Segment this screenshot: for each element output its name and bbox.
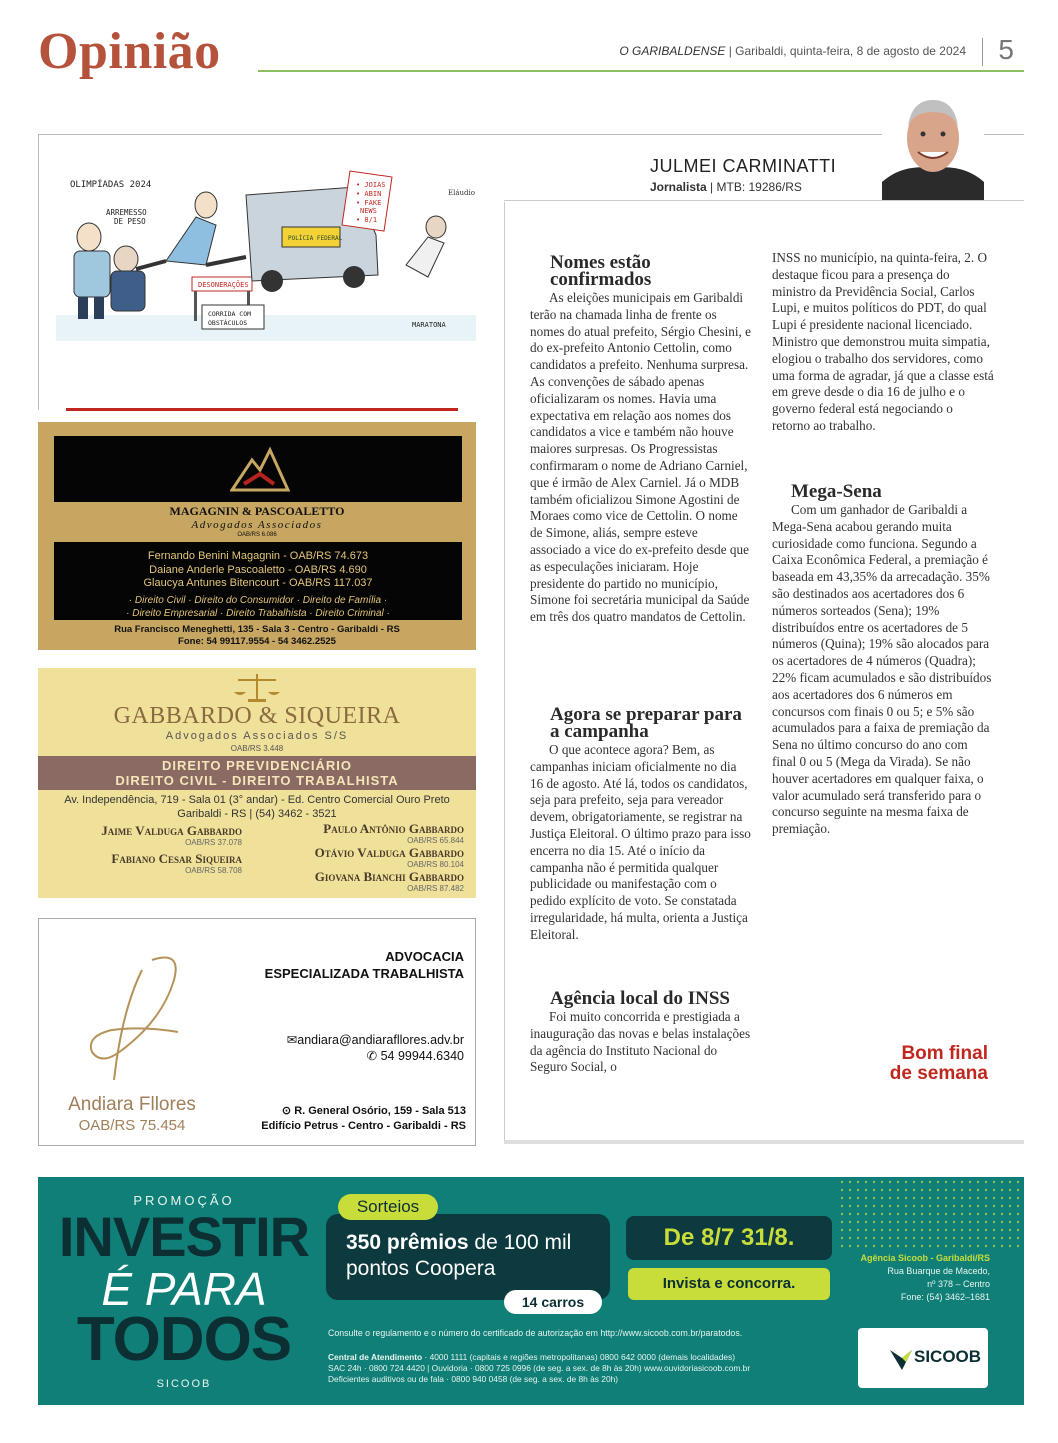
svg-text:• JOIAS: • JOIAS — [356, 181, 386, 189]
signature-logo-icon — [82, 940, 192, 1090]
cartoon-hurdle-label: DESONERAÇÕES — [198, 281, 249, 289]
author-name: JULMEI CARMINATTI — [650, 156, 837, 176]
lawyer-name: Jaime Valduga Gabbardo — [101, 823, 242, 838]
ad-gabbardo-area-line: DIREITO PREVIDENCIÁRIO — [161, 758, 353, 773]
banner-legal: Consulte o regulamento e o número do certificado de autorização em http://www.sicoob.com.br/paratodos. — [328, 1328, 743, 1338]
dateline: Garibaldi, quinta-feira, 8 de agosto de 2024 — [735, 44, 966, 58]
cartoon-right-label: MARATONA — [412, 321, 446, 329]
lawyer-oab: OAB/RS 65.844 — [407, 836, 464, 845]
banner-agency-line: nº 378 – Centro — [927, 1279, 990, 1289]
banner-brand-small: SICOOB — [156, 1378, 212, 1390]
frame-rule — [985, 134, 1024, 135]
column-top-rule — [504, 200, 1024, 201]
lawyer-line: Daiane Anderle Pascoaletto - OAB/RS 4.690 — [149, 563, 367, 576]
newspaper-name: O GARIBALDENSE — [619, 44, 726, 58]
ad-magagnin-areas — [54, 594, 462, 620]
section-title: Opinião — [38, 23, 221, 80]
ad-gabbardo-address-line: Av. Independência, 719 - Sala 01 (3° andar) - Ed. Centro Comercial Ouro Preto — [64, 794, 450, 806]
ad-gabbardo-subtitle: Advogados Associados S/S — [165, 730, 349, 742]
article-title: Agência local do INSS — [550, 988, 730, 1009]
ad-andiara-address-line: R. General Osório, 159 - Sala 513 — [294, 1105, 466, 1117]
masthead — [619, 44, 966, 58]
masthead-separator: | — [728, 44, 736, 58]
article-body: O que acontece agora? Bem, as campanhas iniciam oficialmente no dia 16 de agosto. Até lá, todos os candidatos, seja para prefeito, seja para vereador devem, obrigatoriamente, se registrar na Justiça Eleitoral. O último prazo para isso encerra no dia 15. Até o início da campanha não é permitida qualquer publicidade ou manifestação com o pedido explícito de voto. Se constatada irregularidade, há multa, orienta a Justiça Eleitoral. — [530, 742, 751, 942]
closing-line: Bom final — [901, 1043, 988, 1064]
svg-text:Eláudio: Eláudio — [448, 189, 475, 197]
ad-andiara-phone: 54 99944.6340 — [380, 1049, 464, 1063]
mail-icon: ✉ — [286, 1033, 298, 1047]
svg-text:• 8/1: • 8/1 — [356, 216, 378, 224]
banner-agency-line: Rua Buarque de Macedo, — [887, 1266, 990, 1276]
practice-areas-line: · Direito Empresarial · Direito Trabalhista · Direito Criminal · — [126, 608, 390, 619]
article-body: Com um ganhador de Garibaldi a Mega-Sena acabou gerando muita curiosidade como funciona. Segundo a Caixa Econômica Federal, a premiação é baseada em 43,35% da arrecadação. 35% são destinados aos acertadores dos 6 números sorteados (Sena); 19% distribuídos entre os acertadores de 5 números (Quina); 19% são alocados para os acertadores de 4 números (Quadra); 22% ficam acumulados e são distribuídos aos acertadores dos 6 números em concursos com finais 0 ou 5; e 5% são acumulados para a faixa de premiação da Sena no último concurso do ano com final 0 ou 5 (Mega da Virada). Se não houver acertadores em qualquer faixa, o valor acumulado será transferido para o concurso seguinte na mesma faixa de premiação. — [772, 502, 992, 837]
svg-text:NEWS: NEWS — [360, 207, 377, 215]
banner-contact — [328, 1352, 858, 1385]
ad-andiara-address-row — [226, 1104, 466, 1119]
ad-gabbardo-areas — [38, 758, 476, 788]
svg-text:CORRIDA COM: CORRIDA COM — [208, 310, 252, 318]
banner-contact-line: · 4000 1111 (capitais e regiões metropolitanas) 0800 642 0000 (demais localidades) — [422, 1352, 736, 1362]
page-number: 5 — [998, 34, 1014, 65]
ad-gabbardo-address — [38, 793, 476, 821]
ad-gabbardo-area-line: DIREITO CIVIL - DIREITO TRABALHISTA — [115, 773, 399, 788]
author-photo — [882, 90, 984, 200]
lawyer-oab: OAB/RS 37.078 — [185, 838, 242, 847]
banner-prizes-rest: de 100 mil — [474, 1231, 572, 1254]
cartoon-drawing — [56, 165, 476, 341]
article-title: Agora se preparar para a campanha — [550, 704, 742, 742]
banner-headline-3: TODOS — [76, 1305, 292, 1374]
dot-pattern-decoration — [840, 1180, 1024, 1250]
article-body: As eleições municipais em Garibaldi terão na chamada linha de frente os nomes do atual prefeito, Sérgio Chesini, e do ex-prefeito Antonio Cettolin, como candidatos a prefeito. Nenhuma surpresa. As convenções de sábado apenas oficializaram os nomes. Havia uma expectativa em relação aos nomes dos candidatos a vice e também não houve maiores surpresas. Os Progressistas confirmaram o nome de Adriano Carniel, que é irmão de Alex Carniel. Já o MDB também oficializou Simone Agostini de Moraes como vice de Cettolin. O nome de Simone, aliás, sempre esteve associado a vice do ex-prefeito desde que as especulações iniciaram. Hoje presidente do partido no município, Simone foi secretária municipal da Saúde em três dos quatro mandatos de Cettolin. — [530, 290, 751, 625]
lawyer-name: Fabiano Cesar Siqueira — [111, 851, 242, 866]
banner-cars-pill: 14 carros — [504, 1290, 602, 1314]
article-nomes-confirmados — [530, 254, 752, 626]
banner-headline-1: INVESTIR — [58, 1205, 310, 1268]
banner-promo: PROMOÇÃO — [133, 1193, 235, 1208]
credential-separator: | — [710, 180, 717, 194]
ad-magagnin-header — [54, 436, 462, 502]
ad-gabbardo-oab: OAB/RS 3.448 — [230, 744, 284, 753]
banner-contact-line: SAC 24h · 0800 724 4420 | Ouvidoria · 0800 725 0996 (de seg. a sex. de 8h às 20h) www.ouvidoriasicoob.com.br — [328, 1363, 751, 1373]
banner-headline-2: É PARA — [101, 1263, 267, 1315]
whatsapp-icon: ✆ — [366, 1049, 381, 1063]
red-divider — [66, 408, 458, 411]
sicoob-logo-icon — [888, 1346, 914, 1372]
ad-andiara-title-line: ADVOCACIA — [385, 949, 464, 964]
cartoon-frame-rule — [38, 134, 39, 410]
banner-cta-button[interactable]: Invista e concorra. — [628, 1268, 830, 1300]
author-portrait — [882, 90, 984, 200]
ad-magagnin-lawyers — [54, 550, 462, 591]
column-left-rule — [504, 202, 505, 1144]
ad-gabbardo-address-line: Garibaldi - RS | (54) 3462 - 3521 — [177, 808, 337, 820]
author-registration: MTB: 19286/RS — [716, 180, 802, 194]
ad-magagnin-contact — [38, 624, 476, 648]
banner-prizes-text — [346, 1230, 606, 1282]
banner-agency-title: Agência Sicoob - Garibaldi/RS — [860, 1253, 990, 1263]
banner-dates: De 8/7 31/8. — [626, 1216, 832, 1260]
ad-magagnin-phones: Fone: 54 99117.9554 - 54 3462.2525 — [178, 636, 336, 647]
svg-text:OBSTÁCULOS: OBSTÁCULOS — [208, 319, 248, 327]
ad-andiara-email: andiara@andiarafllores.adv.br — [297, 1033, 464, 1047]
ad-gabbardo-lawyers-left — [52, 824, 242, 876]
article-continuation: INSS no município, na quinta-feira, 2. O destaque ficou para a presença do ministro da Previdência Social, Carlos Lupi, e muitos políticos do PDT, do qual Lupi é presidente nacional licenciado. Ministro que demonstrou muita simpatia, elogiou o trabalho dos servidores, como uma forma de agradar, já que a classe está em greve desde o dia 16 de julho e o governo federal está negociando o retorno ao trabalho. — [772, 250, 994, 433]
banner-contact-label: Central de Atendimento — [328, 1352, 423, 1362]
lawyer-line: Glaucya Antunes Bitencourt - OAB/RS 117.037 — [143, 577, 373, 589]
ad-andiara-name: Andiara Fllores — [68, 1094, 196, 1115]
lawyer-oab: OAB/RS 80.104 — [407, 860, 464, 869]
article-agora-preparar — [530, 706, 752, 944]
article-body: Foi muito concorrida e prestigiada a inauguração das novas e belas instalações da agência do Instituto Nacional do Seguro Social, o — [530, 1009, 751, 1075]
closing-note — [868, 1044, 988, 1084]
lawyer-name: Paulo Antônio Gabbardo — [323, 821, 464, 836]
svg-text:ARREMESSO: ARREMESSO — [106, 208, 147, 217]
lawyer-line: Fernando Benini Magagnin - OAB/RS 74.673 — [147, 550, 369, 562]
svg-text:DE PESO: DE PESO — [114, 217, 146, 226]
column-bottom-shadow — [504, 1140, 1024, 1144]
ad-andiara-contact — [236, 1032, 464, 1064]
ad-andiara-title — [246, 948, 464, 982]
closing-line: de semana — [889, 1063, 988, 1084]
ad-magagnin-address: Rua Francisco Meneghetti, 135 - Sala 3 - Centro - Garibaldi - RS — [114, 624, 400, 635]
ad-andiara-address — [226, 1104, 466, 1134]
lawyer-oab: OAB/RS 58.708 — [185, 866, 242, 875]
ad-andiara-email-row — [236, 1032, 464, 1048]
ad-magagnin-subtitle: Advogados Associados — [191, 519, 323, 531]
page-number-divider — [982, 38, 983, 66]
top-frame-rule — [38, 134, 1024, 135]
ad-andiara-title-line: ESPECIALIZADA TRABALHISTA — [264, 966, 464, 981]
lawyer-name: Otávio Valduga Gabbardo — [314, 845, 464, 860]
practice-areas-line: · Direito Civil · Direito do Consumidor · Direito de Família · — [128, 595, 388, 606]
banner-agency-line: Fone: (54) 3462–1681 — [900, 1292, 990, 1302]
ad-andiara-address-line: Edifício Petrus - Centro - Garibaldi - RS — [261, 1120, 466, 1132]
ad-andiara-phone-row — [236, 1048, 464, 1064]
scales-logo-icon — [232, 672, 282, 704]
article-mega-sena — [772, 483, 994, 838]
author-role: Jornalista — [650, 180, 707, 194]
ad-magagnin-firm: MAGAGNIN & PASCOALETTO — [169, 504, 345, 518]
svg-text:• ABIN: • ABIN — [356, 190, 382, 198]
location-pin-icon: ⊙ — [281, 1105, 295, 1117]
banner-sorteios-pill: Sorteios — [338, 1194, 438, 1220]
header-rule — [258, 70, 1024, 72]
sicoob-logo-text: SICOOB — [914, 1347, 982, 1366]
sicoob-logo-box — [858, 1328, 988, 1388]
svg-text:POLÍCIA FEDERAL: POLÍCIA FEDERAL — [288, 235, 343, 242]
editorial-cartoon — [56, 165, 476, 341]
ad-gabbardo-lawyers-right — [256, 822, 464, 894]
svg-text:• FAKE: • FAKE — [356, 199, 382, 207]
ad-magagnin-oab: OAB/RS 6.086 — [237, 532, 277, 538]
article-title: Nomes estão confirmados — [550, 252, 652, 290]
lawyer-name: Giovana Bianchi Gabbardo — [314, 869, 464, 884]
banner-prizes-bold: 350 prêmios — [346, 1231, 469, 1254]
ad-andiara-oab: OAB/RS 75.454 — [78, 1117, 186, 1134]
author-credentials — [650, 180, 802, 194]
banner-contact-line: Deficientes auditivos ou de fala · 0800 940 0458 (de seg. a sex. de 8h às 20h) — [328, 1374, 619, 1384]
ad-gabbardo-firm: GABBARDO & SIQUEIRA — [113, 703, 401, 729]
banner-agency — [830, 1252, 990, 1304]
article-agencia-inss — [530, 990, 752, 1076]
banner-prizes-line2: pontos Coopera — [346, 1257, 496, 1280]
article-title: Mega-Sena — [791, 481, 882, 502]
cartoon-title: OLIMPÍADAS 2024 — [70, 180, 152, 190]
lawyer-oab: OAB/RS 87.482 — [407, 884, 464, 893]
mountain-logo-icon — [230, 444, 290, 494]
